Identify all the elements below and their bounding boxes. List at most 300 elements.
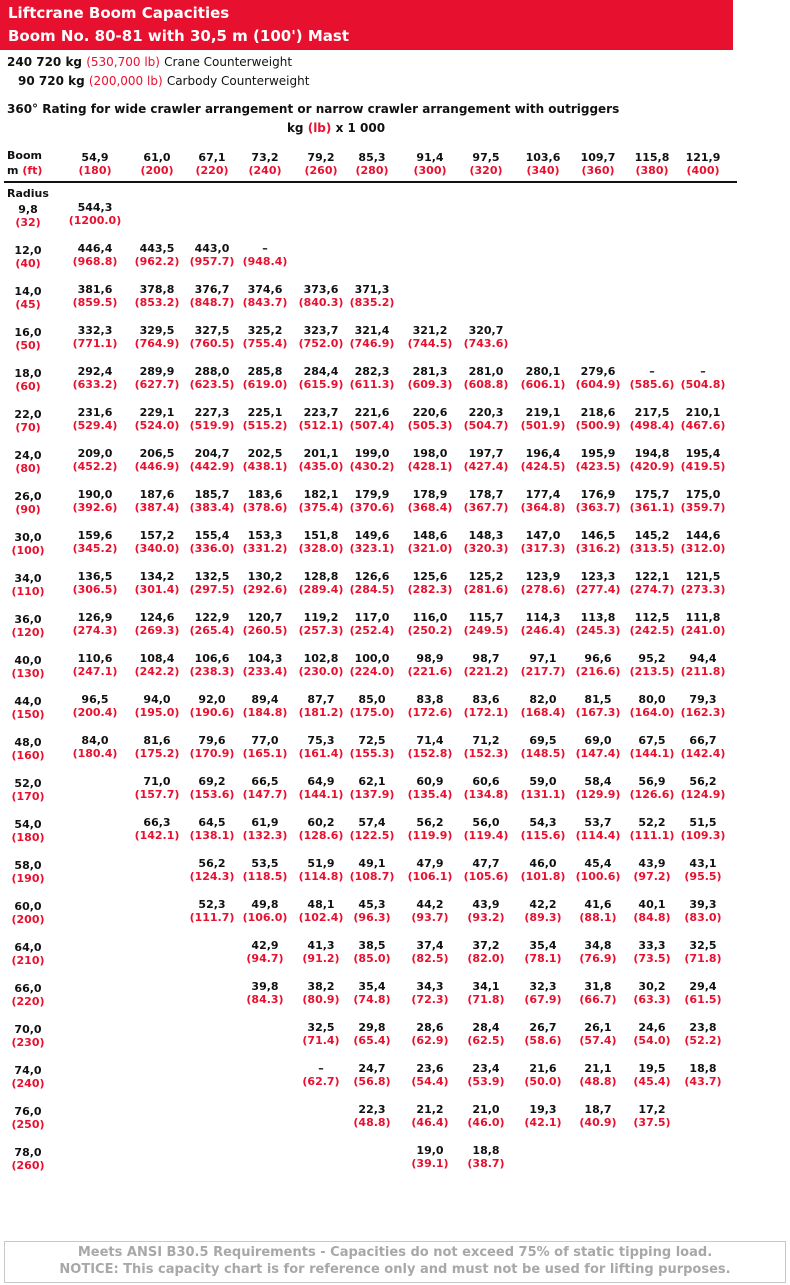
boom-length-ft: (360) xyxy=(581,164,615,177)
capacity-cell xyxy=(340,1021,404,1047)
capacity-kg: 48,1 xyxy=(307,898,335,911)
radius-m: 48,0 xyxy=(14,736,42,749)
capacity-cell xyxy=(340,898,404,924)
radius-cell xyxy=(4,1023,52,1049)
capacity-lb: (40.9) xyxy=(579,1116,617,1129)
capacity-cell xyxy=(340,283,404,309)
capacity-cell xyxy=(233,529,297,555)
capacity-lb: (504.7) xyxy=(463,419,509,432)
boom-length-ft: (300) xyxy=(413,164,447,177)
capacity-kg: 98,9 xyxy=(416,652,444,665)
boom-length-ft: (380) xyxy=(635,164,669,177)
capacity-lb: (48.8) xyxy=(579,1075,617,1088)
capacity-kg: 176,9 xyxy=(580,488,616,501)
capacity-lb: (71.8) xyxy=(467,993,505,1006)
capacity-lb: (37.5) xyxy=(633,1116,671,1129)
capacity-kg: 175,7 xyxy=(634,488,670,501)
capacity-cell xyxy=(340,1103,404,1129)
capacity-kg: 39,3 xyxy=(689,898,717,911)
capacity-lb: (122.5) xyxy=(349,829,395,842)
capacity-kg: 159,6 xyxy=(77,529,113,542)
capacity-kg: 45,3 xyxy=(358,898,386,911)
capacity-kg: 21,0 xyxy=(472,1103,500,1116)
capacity-kg: 89,4 xyxy=(251,693,279,706)
capacity-kg: 98,7 xyxy=(472,652,500,665)
capacity-kg: 37,4 xyxy=(416,939,444,952)
capacity-lb: (161.4) xyxy=(298,747,344,760)
capacity-kg: 28,6 xyxy=(416,1021,444,1034)
radius-cell xyxy=(4,1105,52,1131)
capacity-kg: 145,2 xyxy=(634,529,670,542)
capacity-lb: (498.4) xyxy=(629,419,675,432)
capacity-lb: (88.1) xyxy=(579,911,617,924)
capacity-kg: 32,5 xyxy=(307,1021,335,1034)
capacity-lb: (419.5) xyxy=(680,460,726,473)
capacity-lb: (609.3) xyxy=(407,378,453,391)
capacity-lb: (435.0) xyxy=(298,460,344,473)
capacity-lb: (73.5) xyxy=(633,952,671,965)
capacity-lb: (95.5) xyxy=(684,870,722,883)
boom-length-header xyxy=(233,151,297,177)
capacity-kg: 32,3 xyxy=(529,980,557,993)
capacity-lb: (62.9) xyxy=(411,1034,449,1047)
capacity-cell xyxy=(454,611,518,637)
capacity-lb: (48.8) xyxy=(353,1116,391,1129)
capacity-kg: 95,2 xyxy=(638,652,666,665)
capacity-kg: 148,6 xyxy=(412,529,448,542)
capacity-lb: (94.7) xyxy=(246,952,284,965)
capacity-kg: 106,6 xyxy=(194,652,230,665)
boom-length-m: 109,7 xyxy=(580,151,616,164)
capacity-cell xyxy=(63,324,127,350)
radius-cell xyxy=(4,531,52,557)
capacity-kg: 38,2 xyxy=(307,980,335,993)
boom-length-ft: (220) xyxy=(195,164,229,177)
capacity-kg: 83,6 xyxy=(472,693,500,706)
capacity-lb: (242.2) xyxy=(134,665,180,678)
capacity-lb: (82.0) xyxy=(467,952,505,965)
capacity-kg: 321,2 xyxy=(412,324,448,337)
radius-ft: (250) xyxy=(11,1118,45,1131)
capacity-lb: (361.1) xyxy=(629,501,675,514)
capacity-kg: 116,0 xyxy=(412,611,448,624)
capacity-lb: (611.3) xyxy=(349,378,395,391)
capacity-lb: (529.4) xyxy=(72,419,118,432)
capacity-kg: 221,6 xyxy=(354,406,390,419)
capacity-kg: 77,0 xyxy=(251,734,279,747)
boom-length-m: 91,4 xyxy=(416,151,444,164)
capacity-lb: (106.1) xyxy=(407,870,453,883)
capacity-kg: 217,5 xyxy=(634,406,670,419)
capacity-kg: 114,3 xyxy=(525,611,561,624)
capacity-lb: (452.2) xyxy=(72,460,118,473)
capacity-kg: 53,5 xyxy=(251,857,279,870)
capacity-lb: (142.4) xyxy=(680,747,726,760)
capacity-lb: (755.4) xyxy=(242,337,288,350)
capacity-lb: (420.9) xyxy=(629,460,675,473)
capacity-lb: (364.8) xyxy=(520,501,566,514)
capacity-kg: 96,5 xyxy=(81,693,109,706)
capacity-kg: 26,1 xyxy=(584,1021,612,1034)
capacity-lb: (467.6) xyxy=(680,419,726,432)
capacity-kg: 30,2 xyxy=(638,980,666,993)
capacity-kg: 19,5 xyxy=(638,1062,666,1075)
radius-m: 18,0 xyxy=(14,367,42,380)
capacity-lb: (340.0) xyxy=(134,542,180,555)
boom-length-header xyxy=(671,151,735,177)
capacity-kg: 209,0 xyxy=(77,447,113,460)
capacity-kg: 110,6 xyxy=(77,652,113,665)
capacity-kg: 198,0 xyxy=(412,447,448,460)
capacity-kg: 231,6 xyxy=(77,406,113,419)
boom-length-ft: (280) xyxy=(355,164,389,177)
capacity-kg: 18,7 xyxy=(584,1103,612,1116)
capacity-cell xyxy=(398,324,462,350)
radius-ft: (150) xyxy=(11,708,45,721)
capacity-lb: (442.9) xyxy=(189,460,235,473)
capacity-kg: 223,7 xyxy=(303,406,339,419)
capacity-lb: (128.6) xyxy=(298,829,344,842)
capacity-lb: (430.2) xyxy=(349,460,395,473)
boom-length-ft: (180) xyxy=(78,164,112,177)
capacity-lb: (504.8) xyxy=(680,378,726,391)
capacity-lb: (604.9) xyxy=(575,378,621,391)
capacity-kg: 178,7 xyxy=(468,488,504,501)
capacity-cell xyxy=(233,283,297,309)
capacity-lb: (859.5) xyxy=(72,296,118,309)
capacity-kg: 67,5 xyxy=(638,734,666,747)
capacity-cell xyxy=(398,529,462,555)
capacity-lb: (168.4) xyxy=(520,706,566,719)
footer-line-2: NOTICE: This capacity chart is for reference only and must not be used for lifting purposes. xyxy=(59,1262,731,1277)
title-line-1: Liftcrane Boom Capacities xyxy=(8,4,230,22)
capacity-lb: (172.1) xyxy=(463,706,509,719)
capacity-kg: 43,9 xyxy=(472,898,500,911)
capacity-cell xyxy=(233,652,297,678)
capacity-lb: (38.7) xyxy=(467,1157,505,1170)
boom-length-ft: (200) xyxy=(140,164,174,177)
capacity-cell xyxy=(63,283,127,309)
capacity-cell xyxy=(671,898,735,924)
capacity-kg: 210,1 xyxy=(685,406,721,419)
capacity-kg: 115,7 xyxy=(468,611,504,624)
capacity-lb: (152.3) xyxy=(463,747,509,760)
capacity-kg: 56,2 xyxy=(689,775,717,788)
capacity-lb: (42.1) xyxy=(524,1116,562,1129)
radius-cell xyxy=(4,941,52,967)
capacity-lb: (129.9) xyxy=(575,788,621,801)
capacity-kg: 289,9 xyxy=(139,365,175,378)
capacity-kg: 43,9 xyxy=(638,857,666,870)
capacity-lb: (427.4) xyxy=(463,460,509,473)
radius-ft: (110) xyxy=(11,585,45,598)
radius-ft: (240) xyxy=(11,1077,45,1090)
capacity-cell xyxy=(454,857,518,883)
capacity-kg: 190,0 xyxy=(77,488,113,501)
capacity-kg: 128,8 xyxy=(303,570,339,583)
capacity-cell xyxy=(63,242,127,268)
capacity-lb: (153.6) xyxy=(189,788,235,801)
capacity-lb: (368.4) xyxy=(407,501,453,514)
capacity-kg: 66,7 xyxy=(689,734,717,747)
capacity-kg: 280,1 xyxy=(525,365,561,378)
radius-cell xyxy=(4,982,52,1008)
capacity-kg: 23,8 xyxy=(689,1021,717,1034)
capacity-lb: (608.8) xyxy=(463,378,509,391)
capacity-cell xyxy=(454,570,518,596)
capacity-kg: 123,9 xyxy=(525,570,561,583)
capacity-kg: 96,6 xyxy=(584,652,612,665)
capacity-cell xyxy=(398,488,462,514)
capacity-lb: (165.1) xyxy=(242,747,288,760)
capacity-lb: (45.4) xyxy=(633,1075,671,1088)
rating-note: 360° Rating for wide crawler arrangement or narrow crawler arrangement with outriggers xyxy=(7,102,620,116)
capacity-cell xyxy=(454,1021,518,1047)
capacity-lb: (507.4) xyxy=(349,419,395,432)
capacity-lb: (853.2) xyxy=(134,296,180,309)
radius-ft: (170) xyxy=(11,790,45,803)
capacity-lb: (375.4) xyxy=(298,501,344,514)
capacity-kg: 378,8 xyxy=(139,283,175,296)
boom-length-m: 85,3 xyxy=(358,151,386,164)
capacity-kg: 42,2 xyxy=(529,898,557,911)
capacity-kg: 288,0 xyxy=(194,365,230,378)
footer-line-1: Meets ANSI B30.5 Requirements - Capacities do not exceed 75% of static tipping load. xyxy=(77,1245,713,1260)
capacity-lb: (124.9) xyxy=(680,788,726,801)
boom-length-header xyxy=(340,151,404,177)
capacity-kg: 60,2 xyxy=(307,816,335,829)
radius-m: 26,0 xyxy=(14,490,42,503)
capacity-kg: 97,1 xyxy=(529,652,557,665)
capacity-kg: 144,6 xyxy=(685,529,721,542)
capacity-lb: (383.4) xyxy=(189,501,235,514)
capacity-kg: 49,1 xyxy=(358,857,386,870)
capacity-cell xyxy=(340,775,404,801)
capacity-kg: 373,6 xyxy=(303,283,339,296)
boom-length-m: 54,9 xyxy=(81,151,109,164)
capacity-kg: 34,1 xyxy=(472,980,500,993)
radius-cell xyxy=(4,490,52,516)
boom-header-label: Boom xyxy=(7,149,42,162)
capacity-kg: 122,9 xyxy=(194,611,230,624)
capacity-lb: (292.6) xyxy=(242,583,288,596)
capacity-kg: 199,0 xyxy=(354,447,390,460)
capacity-cell xyxy=(454,488,518,514)
capacity-cell xyxy=(454,1144,518,1170)
capacity-cell xyxy=(671,1021,735,1047)
capacity-kg: 446,4 xyxy=(77,242,113,255)
capacity-kg: 281,0 xyxy=(468,365,504,378)
radius-m: 36,0 xyxy=(14,613,42,626)
capacity-lb: (119.9) xyxy=(407,829,453,842)
capacity-lb: (181.2) xyxy=(298,706,344,719)
capacity-kg: 47,9 xyxy=(416,857,444,870)
capacity-lb: (58.6) xyxy=(524,1034,562,1047)
capacity-lb: (71.8) xyxy=(684,952,722,965)
capacity-kg: 196,4 xyxy=(525,447,561,460)
capacity-cell xyxy=(398,693,462,719)
capacity-lb: (39.1) xyxy=(411,1157,449,1170)
capacity-kg: 31,8 xyxy=(584,980,612,993)
capacity-kg: 81,6 xyxy=(143,734,171,747)
capacity-kg: – xyxy=(262,242,268,255)
capacity-lb: (312.0) xyxy=(680,542,726,555)
capacity-lb: (71.4) xyxy=(302,1034,340,1047)
capacity-kg: 42,9 xyxy=(251,939,279,952)
capacity-kg: 45,4 xyxy=(584,857,612,870)
capacity-cell xyxy=(340,570,404,596)
radius-cell xyxy=(4,326,52,352)
title-line-2: Boom No. 80-81 with 30,5 m (100') Mast xyxy=(8,27,350,45)
capacity-lb: (63.3) xyxy=(633,993,671,1006)
capacity-lb: (623.5) xyxy=(189,378,235,391)
capacity-cell xyxy=(398,611,462,637)
radius-m: 14,0 xyxy=(14,285,42,298)
capacity-cell xyxy=(454,324,518,350)
capacity-lb: (423.5) xyxy=(575,460,621,473)
capacity-lb: (213.5) xyxy=(629,665,675,678)
capacity-lb: (1200.0) xyxy=(68,214,122,227)
radius-m: 70,0 xyxy=(14,1023,42,1036)
capacity-lb: (367.7) xyxy=(463,501,509,514)
capacity-cell xyxy=(398,775,462,801)
boom-length-ft: (320) xyxy=(469,164,503,177)
capacity-lb: (115.6) xyxy=(520,829,566,842)
capacity-lb: (114.4) xyxy=(575,829,621,842)
capacity-lb: (164.0) xyxy=(629,706,675,719)
capacity-kg: 29,4 xyxy=(689,980,717,993)
radius-cell xyxy=(4,1146,52,1172)
capacity-cell xyxy=(671,447,735,473)
capacity-kg: 123,3 xyxy=(580,570,616,583)
boom-length-ft: (240) xyxy=(248,164,282,177)
capacity-lb: (54.4) xyxy=(411,1075,449,1088)
capacity-kg: – xyxy=(649,365,655,378)
capacity-cell xyxy=(671,406,735,432)
capacity-lb: (524.0) xyxy=(134,419,180,432)
capacity-kg: 24,7 xyxy=(358,1062,386,1075)
radius-cell xyxy=(4,777,52,803)
capacity-kg: 56,0 xyxy=(472,816,500,829)
capacity-kg: 71,2 xyxy=(472,734,500,747)
capacity-cell xyxy=(454,693,518,719)
capacity-kg: 225,1 xyxy=(247,406,283,419)
capacity-lb: (269.3) xyxy=(134,624,180,637)
capacity-lb: (137.9) xyxy=(349,788,395,801)
boom-length-header xyxy=(63,151,127,177)
capacity-cell xyxy=(233,939,297,965)
boom-length-ft: (340) xyxy=(526,164,560,177)
capacity-lb: (111.1) xyxy=(629,829,675,842)
capacity-kg: 21,6 xyxy=(529,1062,557,1075)
radius-ft: (160) xyxy=(11,749,45,762)
capacity-cell xyxy=(454,365,518,391)
capacity-lb: (52.2) xyxy=(684,1034,722,1047)
capacity-cell xyxy=(63,365,127,391)
capacity-lb: (230.0) xyxy=(298,665,344,678)
capacity-cell xyxy=(340,939,404,965)
boom-length-header xyxy=(454,151,518,177)
capacity-lb: (66.7) xyxy=(579,993,617,1006)
capacity-lb: (144.1) xyxy=(629,747,675,760)
capacity-lb: (840.3) xyxy=(298,296,344,309)
capacity-cell xyxy=(671,775,735,801)
capacity-kg: 21,1 xyxy=(584,1062,612,1075)
capacity-lb: (57.4) xyxy=(579,1034,617,1047)
capacity-kg: 94,4 xyxy=(689,652,717,665)
capacity-lb: (320.3) xyxy=(463,542,509,555)
capacity-lb: (147.7) xyxy=(242,788,288,801)
radius-cell xyxy=(4,1064,52,1090)
capacity-lb: (948.4) xyxy=(242,255,288,268)
capacity-cell xyxy=(340,857,404,883)
capacity-cell xyxy=(233,488,297,514)
capacity-kg: 60,9 xyxy=(416,775,444,788)
capacity-kg: 374,6 xyxy=(247,283,283,296)
capacity-kg: 49,8 xyxy=(251,898,279,911)
radius-m: 66,0 xyxy=(14,982,42,995)
capacity-cell xyxy=(454,1062,518,1088)
capacity-lb: (363.7) xyxy=(575,501,621,514)
capacity-cell xyxy=(340,529,404,555)
capacity-kg: 62,1 xyxy=(358,775,386,788)
capacity-lb: (56.8) xyxy=(353,1075,391,1088)
radius-m: 30,0 xyxy=(14,531,42,544)
radius-m: 54,0 xyxy=(14,818,42,831)
capacity-kg: 17,2 xyxy=(638,1103,666,1116)
boom-length-m: 115,8 xyxy=(634,151,670,164)
capacity-kg: 218,6 xyxy=(580,406,616,419)
capacity-cell xyxy=(63,201,127,227)
capacity-lb: (190.6) xyxy=(189,706,235,719)
capacity-kg: 132,5 xyxy=(194,570,230,583)
radius-cell xyxy=(4,859,52,885)
radius-m: 78,0 xyxy=(14,1146,42,1159)
capacity-lb: (62.7) xyxy=(302,1075,340,1088)
capacity-kg: 323,7 xyxy=(303,324,339,337)
capacity-cell xyxy=(233,857,297,883)
capacity-lb: (359.7) xyxy=(680,501,726,514)
capacity-cell xyxy=(233,816,297,842)
capacity-lb: (184.8) xyxy=(242,706,288,719)
capacity-kg: 125,2 xyxy=(468,570,504,583)
capacity-cell xyxy=(454,529,518,555)
radius-m: 9,8 xyxy=(18,203,38,216)
capacity-lb: (101.8) xyxy=(520,870,566,883)
capacity-lb: (96.3) xyxy=(353,911,391,924)
capacity-cell xyxy=(454,980,518,1006)
capacity-lb: (249.5) xyxy=(463,624,509,637)
capacity-kg: 220,3 xyxy=(468,406,504,419)
capacity-cell xyxy=(398,1021,462,1047)
capacity-lb: (167.3) xyxy=(575,706,621,719)
radius-ft: (50) xyxy=(15,339,41,352)
capacity-kg: 24,6 xyxy=(638,1021,666,1034)
radius-cell xyxy=(4,900,52,926)
capacity-cell xyxy=(398,1103,462,1129)
capacity-lb: (61.5) xyxy=(684,993,722,1006)
capacity-kg: 69,5 xyxy=(529,734,557,747)
capacity-cell xyxy=(671,693,735,719)
capacity-lb: (111.7) xyxy=(189,911,235,924)
radius-ft: (130) xyxy=(11,667,45,680)
radius-cell xyxy=(4,203,52,229)
capacity-kg: – xyxy=(700,365,706,378)
capacity-lb: (126.6) xyxy=(629,788,675,801)
capacity-cell xyxy=(398,570,462,596)
capacity-lb: (108.7) xyxy=(349,870,395,883)
capacity-kg: 126,9 xyxy=(77,611,113,624)
